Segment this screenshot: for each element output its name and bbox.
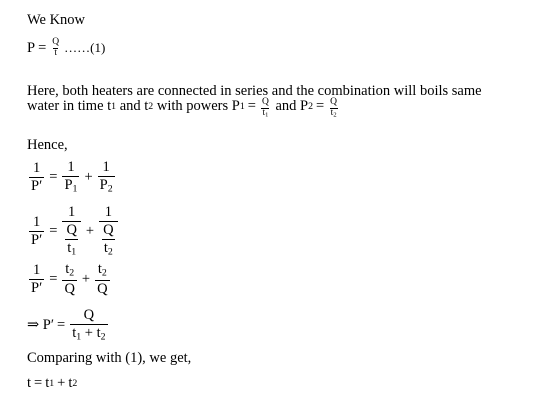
equation-row-1: $\frac{1}{P'}$ = $\frac{1}{P_1}$ + $\frac{1}{P_2}$	[31, 159, 113, 195]
final-equation: t = t 1 + t 2	[27, 375, 78, 391]
heading: We Know	[27, 12, 86, 28]
eq1-lhs: P	[27, 39, 36, 56]
result-equation: ⇒ P′ = $\frac{Q}{t_1 + t_2}$	[27, 307, 106, 343]
eq1-tag: ……(1)	[64, 40, 106, 56]
equation-row-3: $\frac{1}{P'}$ = $\frac{t_2}{Q}$ + $\frac{t_2}{Q}$	[31, 261, 108, 297]
eq1-fraction: $\frac{Q}{t}$	[52, 37, 60, 58]
comparing-text: Comparing with (1), we get,	[27, 350, 192, 366]
paragraph-line-1: Here, both heaters are connected in series and the combination will boils same	[27, 83, 482, 99]
p2-fraction: $\frac{Q}{t_2}$	[330, 97, 338, 119]
equation-1: P = $\frac{Q}{t}$ ……(1)	[27, 37, 106, 58]
p1-fraction: $\frac{Q}{t_1}$	[261, 97, 269, 119]
hence-label: Hence,	[27, 137, 68, 153]
equation-row-2: $\frac{1}{P'}$ = $\frac{1}{\frac{Q}{t_1}}$ + $\frac{1}{\frac{Q}{t_2}}$	[27, 205, 120, 258]
paragraph-line-2: water in time t 1 and t 2 with powers P 1 = $\frac{Q}{t_1}$ and P 2 = $\frac{Q}{t_2}$	[27, 97, 338, 119]
